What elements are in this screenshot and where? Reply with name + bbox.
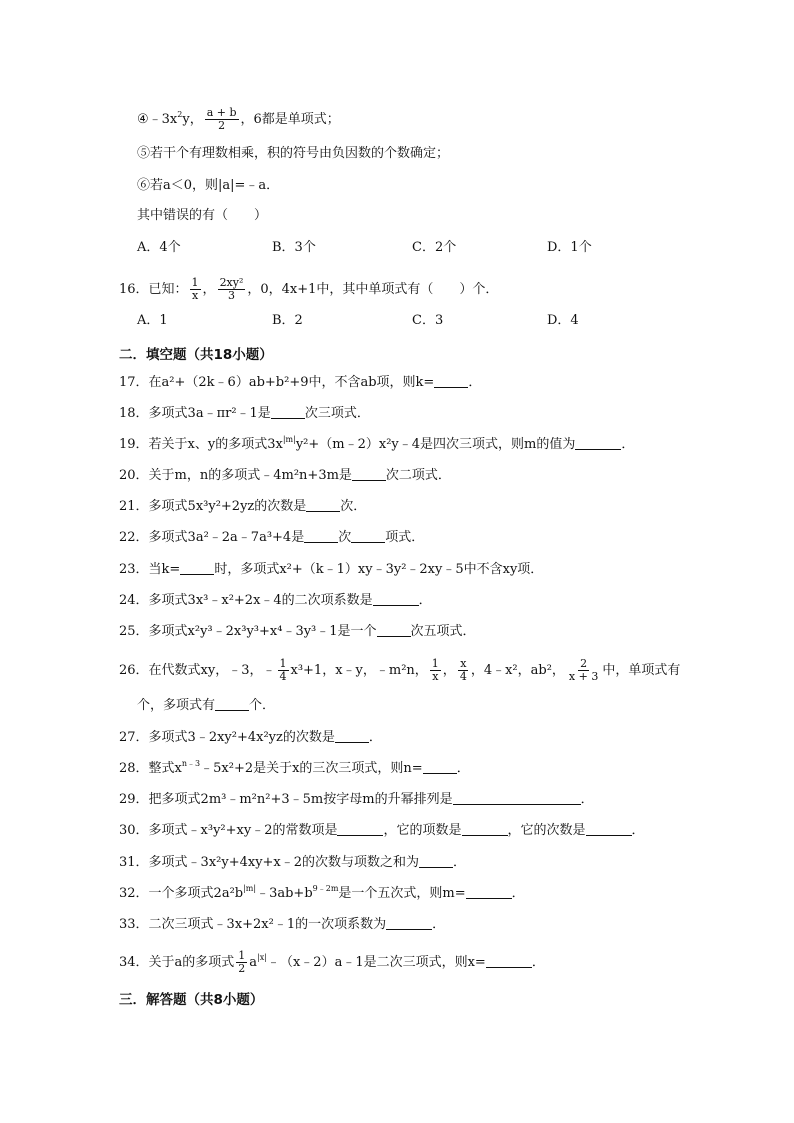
q26-line-2: 个，多项式有 个． (137, 698, 276, 713)
answer-blank[interactable] (453, 792, 581, 805)
fraction: $\frac{x}{4}$ (459, 657, 467, 683)
q16-question: 16．已知： $\frac{1}{x}$ ， $\frac{\text{2xy²}}{3}$ ，0，4x+1中，其中单项式有（ ）个． (119, 276, 499, 302)
answer-blank[interactable] (386, 917, 432, 930)
answer-blank[interactable] (419, 855, 453, 868)
answer-blank[interactable] (434, 375, 468, 388)
section-2-title: 二．填空题（共18小题） (119, 347, 273, 363)
q34: 34．关于a的多项式 $\frac{1}{2}$ $a^{|x|}﹣(x﹣2)a﹣1$是二次三项式，则x= ． (119, 949, 545, 975)
answer-blank[interactable] (271, 406, 305, 419)
answer-blank[interactable] (351, 530, 385, 543)
fraction: $\frac{1}{x}$ (191, 276, 199, 302)
q23: 23．当k= 时，多项式x²+（k﹣1）xy﹣3y²﹣2xy﹣5中不含xy项． (119, 562, 544, 577)
answer-blank[interactable] (486, 955, 532, 968)
q17: 17．在a²+（2k﹣6）ab+b²+9中，不含ab项，则k= ． (119, 375, 482, 390)
answer-blank[interactable] (423, 761, 457, 774)
answer-blank[interactable] (215, 698, 249, 711)
q18: 18．多项式3a﹣πr²﹣1是 次三项式． (119, 406, 370, 421)
q15-option-c[interactable]: C．2个 (412, 240, 457, 255)
q16-option-b[interactable]: B．2 (272, 313, 303, 328)
q28: 28．整式$x^{n﹣3}﹣5x^2+2$是关于x的三次三项式，则n= ． (119, 759, 470, 776)
answer-blank[interactable] (180, 562, 214, 575)
q15-item-6: ⑥若a＜0，则|a|=﹣a． (137, 178, 280, 193)
answer-blank[interactable] (377, 624, 411, 637)
answer-blank[interactable] (337, 823, 383, 836)
q16-option-d[interactable]: D．4 (547, 313, 579, 328)
answer-blank[interactable] (335, 730, 369, 743)
fraction: $\frac{1}{x}$ (431, 657, 439, 683)
fraction: $\frac{1}{2}$ (238, 949, 246, 975)
answer-blank[interactable] (466, 886, 512, 899)
q25: 25．多项式x²y³﹣2x³y³+x⁴﹣3y³﹣1是一个 次五项式． (119, 624, 476, 639)
fraction: $\frac{a + b}{2}$ (206, 106, 237, 132)
q30: 30．多项式﹣x³y²+xy﹣2的常数项是 ，它的项数是 ，它的次数是 ． (119, 823, 645, 838)
q16-option-a[interactable]: A．1 (137, 313, 168, 328)
q31: 31．多项式﹣3x²y+4xy+x﹣2的次数与项数之和为 ． (119, 855, 467, 870)
answer-blank[interactable] (373, 593, 419, 606)
q32: 32．一个多项式$2a^2b^{|m|}﹣3ab+b^{9﹣2m}$是一个五次式，则m= ． (119, 884, 525, 901)
fraction: $\frac{1}{4}$ (279, 657, 287, 683)
q24: 24．多项式3x³﹣x²+2x﹣4的二次项系数是 ． (119, 593, 432, 608)
q15-option-d[interactable]: D．1个 (547, 240, 592, 255)
q26: 26．在代数式xy，﹣3，﹣ $\frac{1}{4}$ x³+1，x﹣y，﹣m²n， $\frac{1}{x}$ ， $\frac{x}{4}$ ，4﹣x²，ab²， $\frac{2}{x + 3}$ 中，单项式有 (119, 657, 681, 683)
fraction: $\frac{2}{x + 3}$ (568, 657, 599, 683)
q15-option-a[interactable]: A．4个 (137, 240, 181, 255)
answer-blank[interactable] (306, 499, 340, 512)
answer-blank[interactable] (586, 823, 632, 836)
q20: 20．关于m，n的多项式﹣4m²n+3m是 次二项式． (119, 468, 451, 483)
q15-item-4: $④﹣3x^2y$， $\frac{a + b}{2}$ ，6都是单项式； (137, 106, 340, 132)
answer-blank[interactable] (462, 823, 508, 836)
q29: 29．把多项式2m³﹣m²n²+3﹣5m按字母m的升幂排列是 ． (119, 792, 594, 807)
q15-question: 其中错误的有（ ） (137, 208, 268, 223)
q21: 21．多项式5x³y²+2yz的次数是 次． (119, 499, 367, 514)
answer-blank[interactable] (575, 437, 621, 450)
q15-option-b[interactable]: B．3个 (272, 240, 316, 255)
answer-blank[interactable] (352, 468, 386, 481)
q33: 33．二次三项式﹣3x+2x²﹣1的一次项系数为 ． (119, 917, 446, 932)
q27: 27．多项式3﹣2xy²+4x²yz的次数是 ． (119, 730, 382, 745)
fraction: $\frac{\text{2xy²}}{3}$ (219, 276, 244, 302)
answer-blank[interactable] (304, 530, 338, 543)
q19: 19．若关于x、y的多项式$3x^{|m|}y^2+(m﹣2)x^2y﹣4$是四次三项式，则m的值为 ． (119, 435, 635, 452)
q16-option-c[interactable]: C．3 (412, 313, 444, 328)
section-3-title: 三．解答题（共8小题） (119, 992, 264, 1008)
q22: 22．多项式3a²﹣2a﹣7a³+4是 次 项式． (119, 530, 425, 545)
q15-item-5: ⑤若干个有理数相乘，积的符号由负因数的个数确定； (137, 146, 450, 161)
